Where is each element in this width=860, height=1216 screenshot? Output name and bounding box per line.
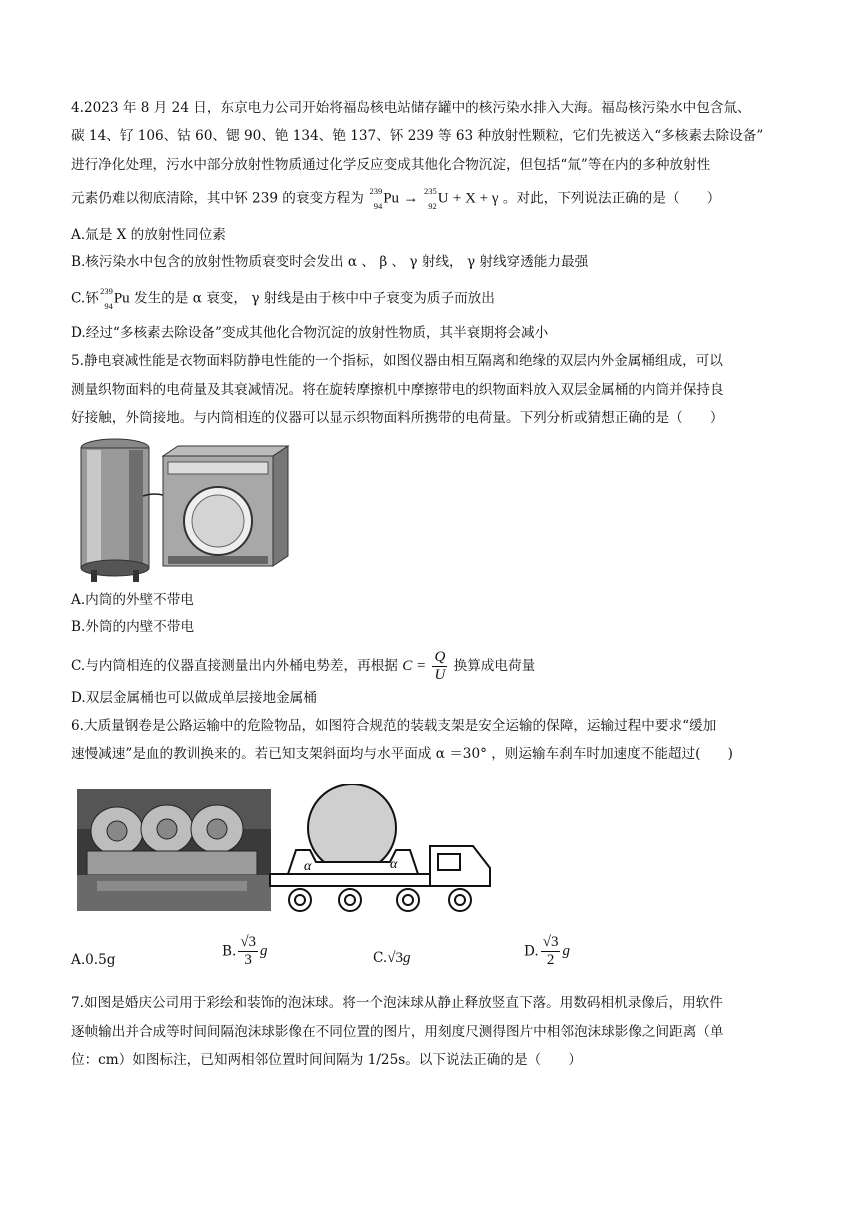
- q4-line3: 进行净化处理，污水中部分放射性物质通过化学反应变成其他化合物沉淀，但包括“氚”等在内的多种放射性: [71, 157, 711, 173]
- q7-line3: 位：cm）如图标注，已知两相邻位置时间间隔为 1/25s。以下说法正确的是（ ）: [71, 1052, 582, 1068]
- q5-option-b: B.外筒的内壁不带电: [71, 619, 195, 635]
- q5-option-a: A.内筒的外壁不带电: [71, 592, 194, 608]
- q4-option-b: B.核污染水中包含的放射性物质衰变时会发出 α 、 β 、 γ 射线， γ 射线穿透能力最强: [71, 254, 589, 270]
- steel-coil-photo: [77, 789, 271, 911]
- u-nuclide: 235 92: [423, 186, 437, 211]
- alpha-label-left: α: [304, 859, 312, 874]
- q4-option-c: C.钚 239 94 Pu 发生的是 α 衰变， γ 射线是由于核中中子衰变为质子而放出: [71, 286, 495, 311]
- alpha-label-right: α: [390, 857, 398, 872]
- q4-option-d: D.经过“多核素去除设备”变成其他化合物沉淀的放射性物质，其半衰期将会减小: [71, 325, 549, 341]
- q4-line4-text: 元素仍难以彻底清除，其中钚 239 的衰变方程为: [71, 190, 364, 207]
- pu-nuclide: 239 94: [369, 186, 383, 211]
- q6-option-d: D. $\frac{√3}{2}$ g: [524, 934, 570, 968]
- truck-coil-diagram: [268, 784, 500, 918]
- electrostatic-instrument-photo: [73, 436, 298, 588]
- q5-line3: 好接触，外筒接地。与内筒相连的仪器可以显示织物面料所携带的电荷量。下列分析或猜想正确的是（ ）: [71, 410, 724, 426]
- pu-nuclide-c: 239 94: [100, 286, 113, 311]
- q4-option-a: A.氚是 X 的放射性同位素: [71, 227, 226, 243]
- q5-option-c: C.与内筒相连的仪器直接测量出内外桶电势差，再根据 C = $\frac{Q}{U}$ 换算成电荷量: [71, 649, 536, 683]
- u-symbol: U: [437, 190, 449, 207]
- q5-option-d: D.双层金属桶也可以做成单层接地金属桶: [71, 690, 317, 706]
- q6-line1: 6.大质量钢卷是公路运输中的危险物品，如图符合规范的装载支架是安全运输的保障，运输过程中要求“缓加: [71, 718, 717, 734]
- q6-b-numerator: √3: [240, 934, 257, 950]
- q6-option-b: B. $\frac{√3}{3}$ g: [222, 934, 268, 968]
- pu-symbol: Pu: [383, 190, 400, 207]
- q4-line1: 4.2023 年 8 月 24 日，东京电力公司开始将福岛核电站储存罐中的核污染水排入大海。福岛核污染水中包含氚、: [71, 100, 751, 116]
- q4-line4: [71, 188, 720, 210]
- capacitance-formula-lhs: C =: [402, 658, 427, 674]
- q4-line4-end: 。对此，下列说法正确的是（ ）: [502, 190, 721, 207]
- q4-line2: 碳 14、钌 106、钴 60、锶 90、铯 134、铯 137、钚 239 等 63 种放射性颗粒，它们先被送入“多核素去除设备”: [71, 128, 764, 144]
- decay-arrow: →: [403, 190, 419, 207]
- q6-option-a: A.0.5g: [71, 952, 116, 968]
- q6-option-c: C.√3g: [373, 950, 411, 966]
- q6-line2: 速慢减速”是血的教训换来的。若已知支架斜面均与水平面成 α ＝30° ，则运输车刹车时加速度不能超过( ): [71, 746, 733, 762]
- decay-products: + X + γ: [452, 190, 499, 207]
- q7-line1: 7.如图是婚庆公司用于彩绘和装饰的泡沫球。将一个泡沫球从静止释放竖直下落。用数码相机录像后，用软件: [71, 995, 723, 1011]
- q5-line1: 5.静电衰减性能是衣物面料防静电性能的一个指标，如图仪器由相互隔离和绝缘的双层内外金属桶组成，可以: [71, 353, 723, 369]
- q5-line2: 测量织物面料的电荷量及其衰减情况。将在旋转摩擦机中摩擦带电的织物面料放入双层金属桶的内筒并保持良: [71, 382, 724, 398]
- q6-d-numerator: √3: [542, 934, 559, 950]
- capacitance-fraction: $\frac{Q}{U}$: [434, 649, 446, 683]
- q7-line2: 逐帧输出并合成等时间间隔泡沫球影像在不同位置的图片，用刻度尺测得图片中相邻泡沫球影像之间距离（单: [71, 1024, 724, 1040]
